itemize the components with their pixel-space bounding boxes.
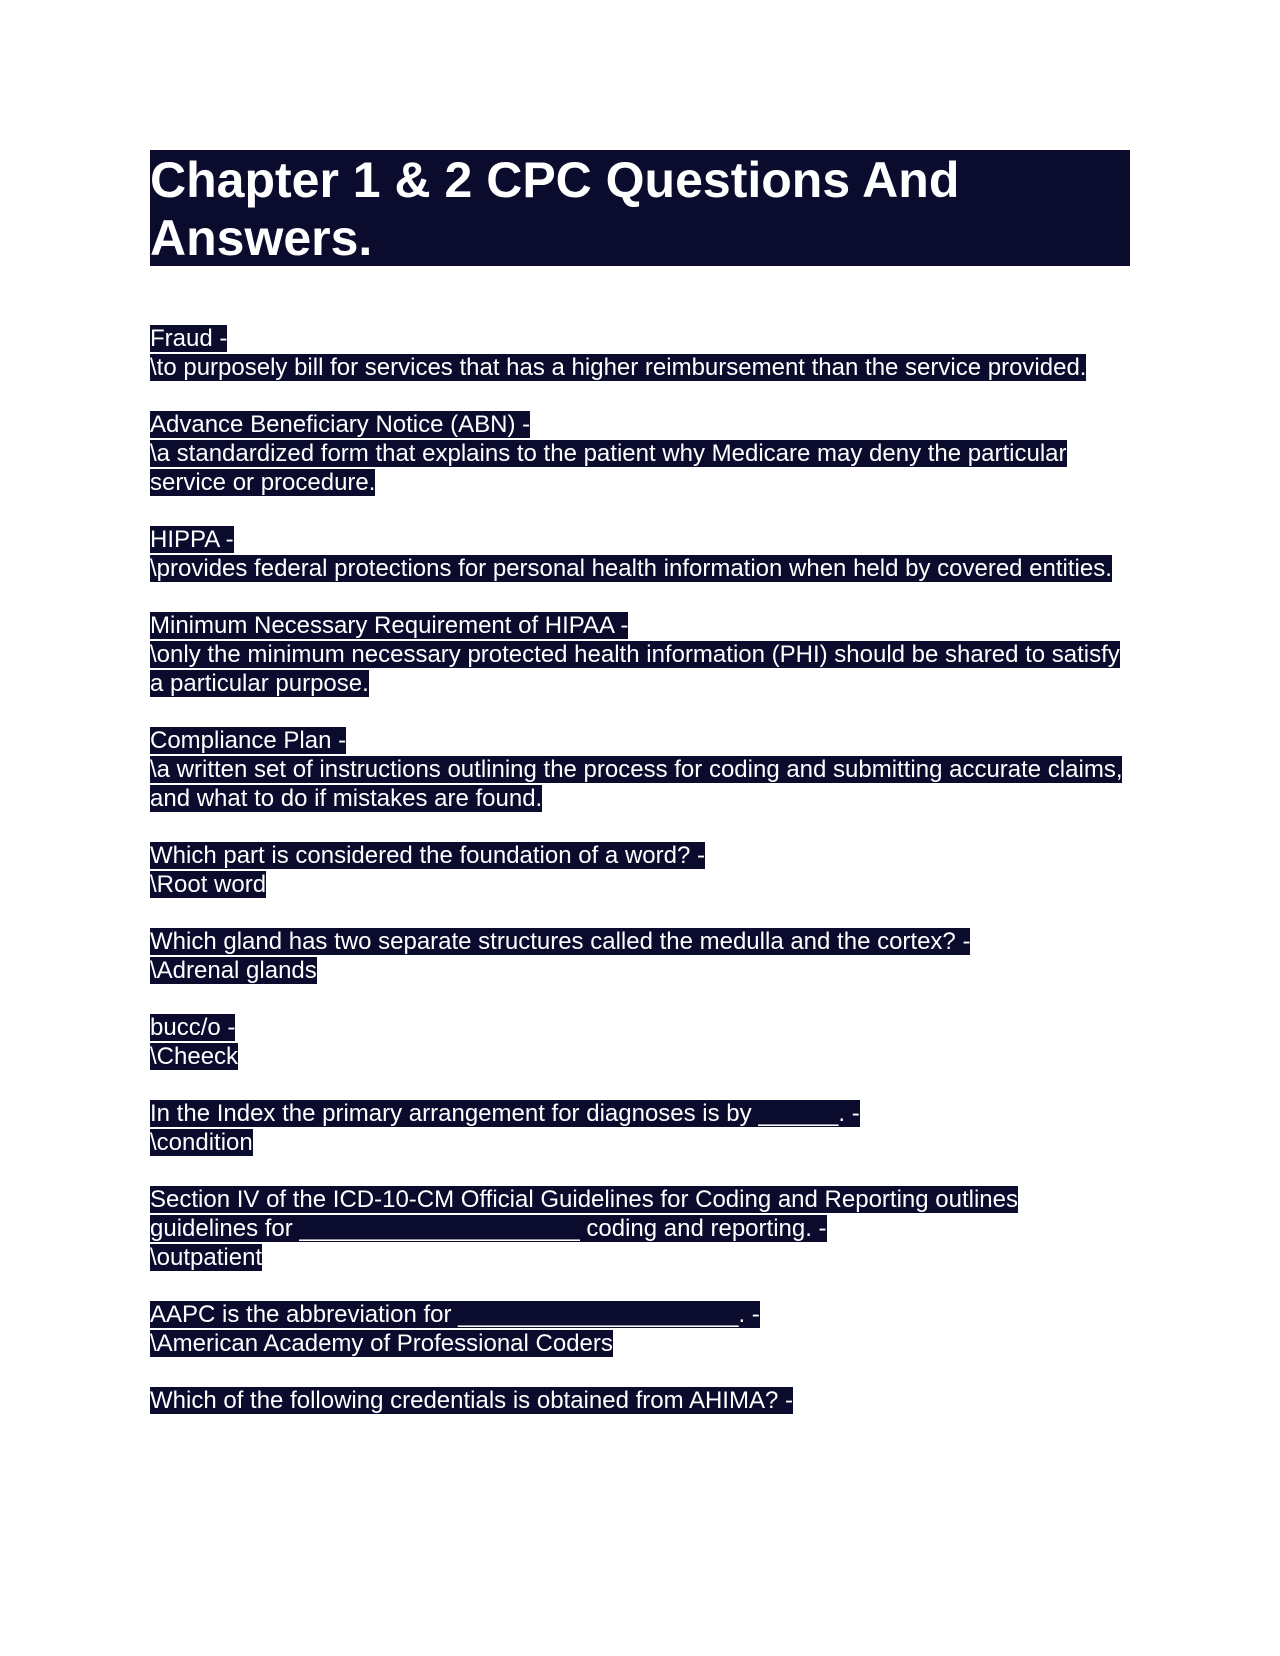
qa-answer: \condition — [150, 1129, 253, 1156]
qa-item — [150, 726, 1130, 813]
qa-answer: \a standardized form that explains to the patient why Medicare may deny the particular service or procedure. — [150, 440, 1067, 496]
qa-answer: \only the minimum necessary protected health information (PHI) should be shared to satisfy a particular purpose. — [150, 641, 1120, 697]
qa-question: In the Index the primary arrangement for diagnoses is by ______. - — [150, 1100, 860, 1127]
qa-item — [150, 1386, 1130, 1415]
qa-answer: \a written set of instructions outlining the process for coding and submitting accurate claims, and what to do if mistakes are found. — [150, 756, 1123, 812]
qa-question: bucc/o - — [150, 1014, 236, 1041]
qa-item — [150, 1099, 1130, 1157]
qa-item — [150, 1013, 1130, 1071]
qa-question: Advance Beneficiary Notice (ABN) - — [150, 411, 531, 438]
qa-answer: \American Academy of Professional Coders — [150, 1330, 613, 1357]
qa-item — [150, 410, 1130, 497]
qa-question: HIPPA - — [150, 526, 234, 553]
qa-answer: \to purposely bill for services that has a higher reimbursement than the service provided. — [150, 354, 1087, 381]
qa-item — [150, 841, 1130, 899]
qa-item — [150, 1300, 1130, 1358]
qa-answer: \outpatient — [150, 1244, 263, 1271]
qa-question: Compliance Plan - — [150, 727, 347, 754]
qa-question: Fraud - — [150, 325, 228, 352]
qa-answer: \Root word — [150, 871, 267, 898]
qa-item — [150, 324, 1130, 382]
qa-answer: \Adrenal glands — [150, 957, 317, 984]
document-page — [150, 150, 1130, 1443]
qa-answer: \provides federal protections for personal health information when held by covered entities. — [150, 555, 1112, 582]
qa-item — [150, 611, 1130, 698]
qa-question: Which of the following credentials is obtained from AHIMA? - — [150, 1387, 793, 1414]
qa-question: Minimum Necessary Requirement of HIPAA - — [150, 612, 629, 639]
qa-question: Section IV of the ICD-10-CM Official Guidelines for Coding and Reporting outlines guidelines for _____________________ coding and reporting. - — [150, 1186, 1018, 1242]
qa-item — [150, 927, 1130, 985]
page-title: Chapter 1 & 2 CPC Questions And Answers. — [150, 150, 1130, 266]
qa-item — [150, 525, 1130, 583]
qa-question: Which part is considered the foundation of a word? - — [150, 842, 705, 869]
qa-question: AAPC is the abbreviation for _____________________. - — [150, 1301, 760, 1328]
qa-list — [150, 324, 1130, 1415]
qa-item — [150, 1185, 1130, 1272]
qa-question: Which gland has two separate structures called the medulla and the cortex? - — [150, 928, 971, 955]
qa-answer: \Cheeck — [150, 1043, 239, 1070]
